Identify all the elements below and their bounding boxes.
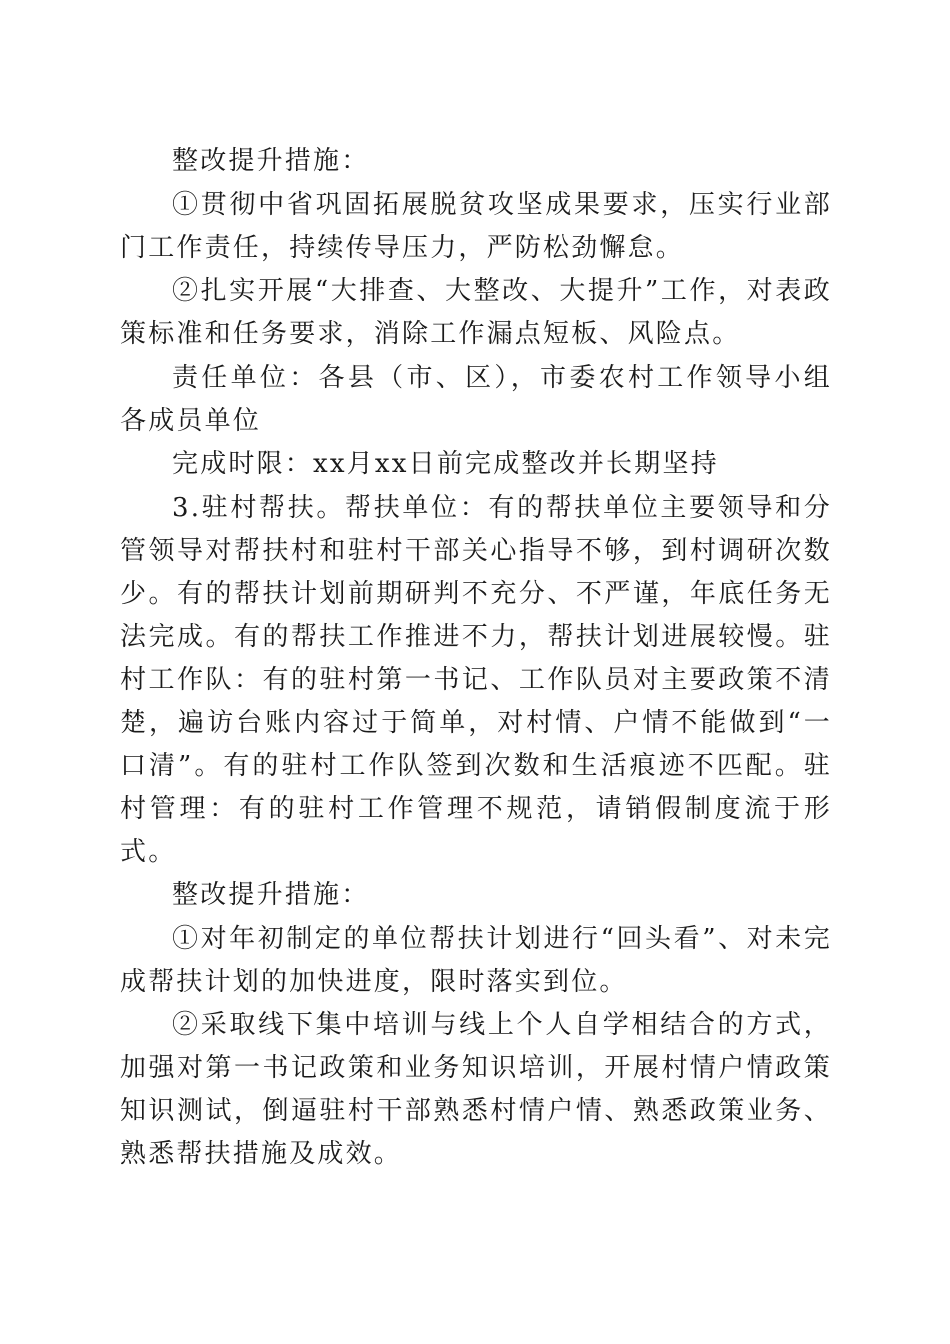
responsible-units: 责任单位：各县（市、区），市委农村工作领导小组各成员单位: [120, 362, 832, 436]
rectification-measures-heading-2: 整改提升措施：: [172, 880, 370, 910]
rectification-measures-heading-1: 整改提升措施：: [172, 146, 370, 176]
measure-item-2: ②扎实开展“大排查、大整改、大提升”工作，对表政策标准和任务要求，消除工作漏点短板、风险点。: [120, 276, 832, 349]
completion-deadline: 完成时限：xx月xx日前完成整改并长期坚持: [172, 449, 719, 479]
measure-item-1: ①贯彻中省巩固拓展脱贫攻坚成果要求，压实行业部门工作责任，持续传导压力，严防松劲懈怠。: [120, 189, 832, 263]
village-assistance-section: 3.驻村帮扶。帮扶单位：有的帮扶单位主要领导和分管领导对帮扶村和驻村干部关心指导不够，到村调研次数少。有的帮扶计划前期研判不充分、不严谨，年底任务无法完成。有的帮扶工作推进不力，帮扶计划进展较慢。驻村工作队：有的驻村第一书记、工作队员对主要政策不清楚，遍访台账内容过于简单，对村情、户情不能做到“一口清”。有的驻村工作队签到次数和生活痕迹不匹配。驻村管理：有的驻村工作管理不规范，请销假制度流于形式。: [120, 492, 832, 867]
measure-item-4: ②采取线下集中培训与线上个人自学相结合的方式，加强对第一书记政策和业务知识培训，开展村情户情政策知识测试，倒逼驻村干部熟悉村情户情、熟悉政策业务、熟悉帮扶措施及成效。: [120, 1010, 832, 1169]
document-page: [120, 140, 832, 1177]
measure-item-3: ①对年初制定的单位帮扶计划进行“回头看”、对未完成帮扶计划的加快进度，限时落实到位。: [120, 923, 832, 997]
